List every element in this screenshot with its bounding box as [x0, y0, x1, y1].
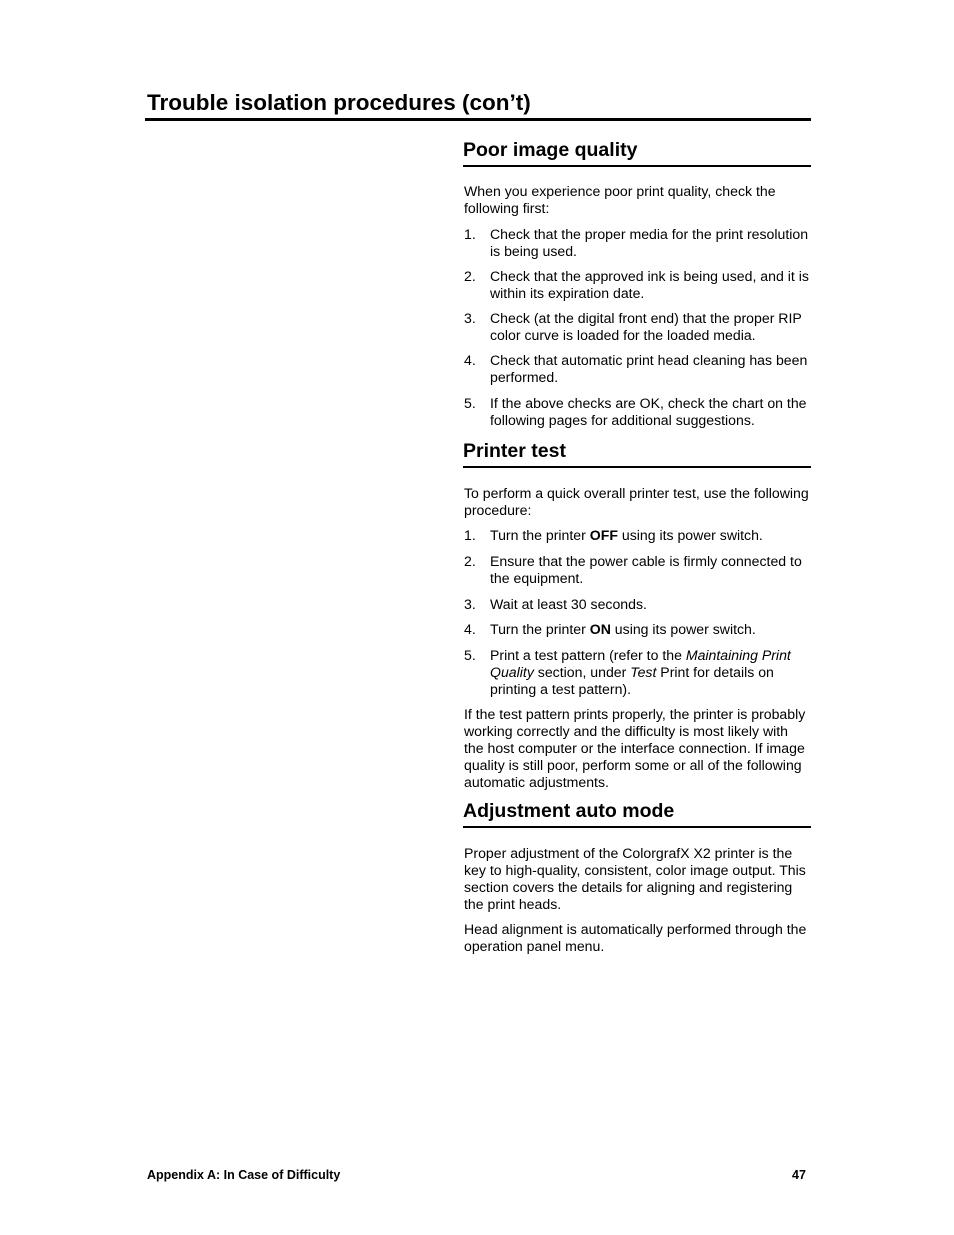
step-number: 2.: [464, 553, 476, 569]
step-number: 5.: [464, 395, 476, 411]
step-number: 4.: [464, 621, 476, 637]
steps-list: [464, 527, 811, 698]
section-intro: When you experience poor print quality, check the following first:: [464, 183, 776, 216]
step-number: 5.: [464, 647, 476, 663]
step-text: Check that the approved ink is being used, and it is within its expiration date.: [490, 268, 809, 301]
step-number: 4.: [464, 352, 476, 368]
step-text: Wait at least 30 seconds.: [490, 596, 647, 612]
list-item: [464, 395, 811, 429]
step-text: Ensure that the power cable is firmly connected to the equipment.: [490, 553, 802, 586]
step-number: 1.: [464, 226, 476, 242]
step-text: Print a test pattern (refer to the Maintaining Print Quality section, under Test Print for details on printing a test pattern).: [490, 647, 791, 697]
footer-page-number: 47: [792, 1168, 806, 1182]
page-title: Trouble isolation procedures (con’t): [147, 90, 531, 115]
section-intro: To perform a quick overall printer test, use the following procedure:: [464, 485, 809, 518]
list-item: [464, 226, 811, 260]
step-number: 2.: [464, 268, 476, 284]
section-closing: If the test pattern prints properly, the printer is probably working correctly and the difficulty is most likely with the host computer or the interface connection. If image quality is still poor, perform some or all of the following automatic adjustments.: [464, 706, 806, 790]
step-text: Check that automatic print head cleaning has been performed.: [490, 352, 808, 385]
step-number: 1.: [464, 527, 476, 543]
list-item: [464, 268, 811, 302]
section-poor-image-quality: [464, 138, 811, 429]
list-item: [464, 596, 811, 613]
title-rule: [145, 118, 811, 121]
section-heading: Printer test: [463, 439, 811, 468]
section-paragraph: Proper adjustment of the ColorgrafX X2 printer is the key to high-quality, consistent, color image output. This section covers the details for aligning and registering the print heads.: [464, 845, 806, 912]
emphasis-on: ON: [589, 621, 611, 637]
step-text: Check (at the digital front end) that the proper RIP color curve is loaded for the loaded media.: [490, 310, 802, 343]
section-adjustment-auto-mode: [464, 799, 811, 955]
emphasis-off: OFF: [589, 527, 618, 543]
step-number: 3.: [464, 310, 476, 326]
step-text: Turn the printer ON using its power switch.: [490, 621, 756, 637]
footer-section-title: Appendix A: In Case of Difficulty: [147, 1168, 341, 1182]
steps-list: [464, 226, 811, 429]
list-item: [464, 647, 811, 698]
step-text: Check that the proper media for the print resolution is being used.: [490, 226, 809, 259]
list-item: [464, 527, 811, 544]
step-text: If the above checks are OK, check the chart on the following pages for additional suggestions.: [490, 395, 807, 428]
step-number: 3.: [464, 596, 476, 612]
section-heading: Poor image quality: [463, 138, 811, 167]
section-paragraph: Head alignment is automatically performed through the operation panel menu.: [464, 921, 807, 954]
step-text: Turn the printer OFF using its power switch.: [490, 527, 763, 543]
list-item: [464, 310, 811, 344]
section-heading: Adjustment auto mode: [463, 799, 811, 828]
list-item: [464, 352, 811, 386]
list-item: [464, 621, 811, 638]
section-printer-test: [464, 439, 811, 791]
list-item: [464, 553, 811, 587]
